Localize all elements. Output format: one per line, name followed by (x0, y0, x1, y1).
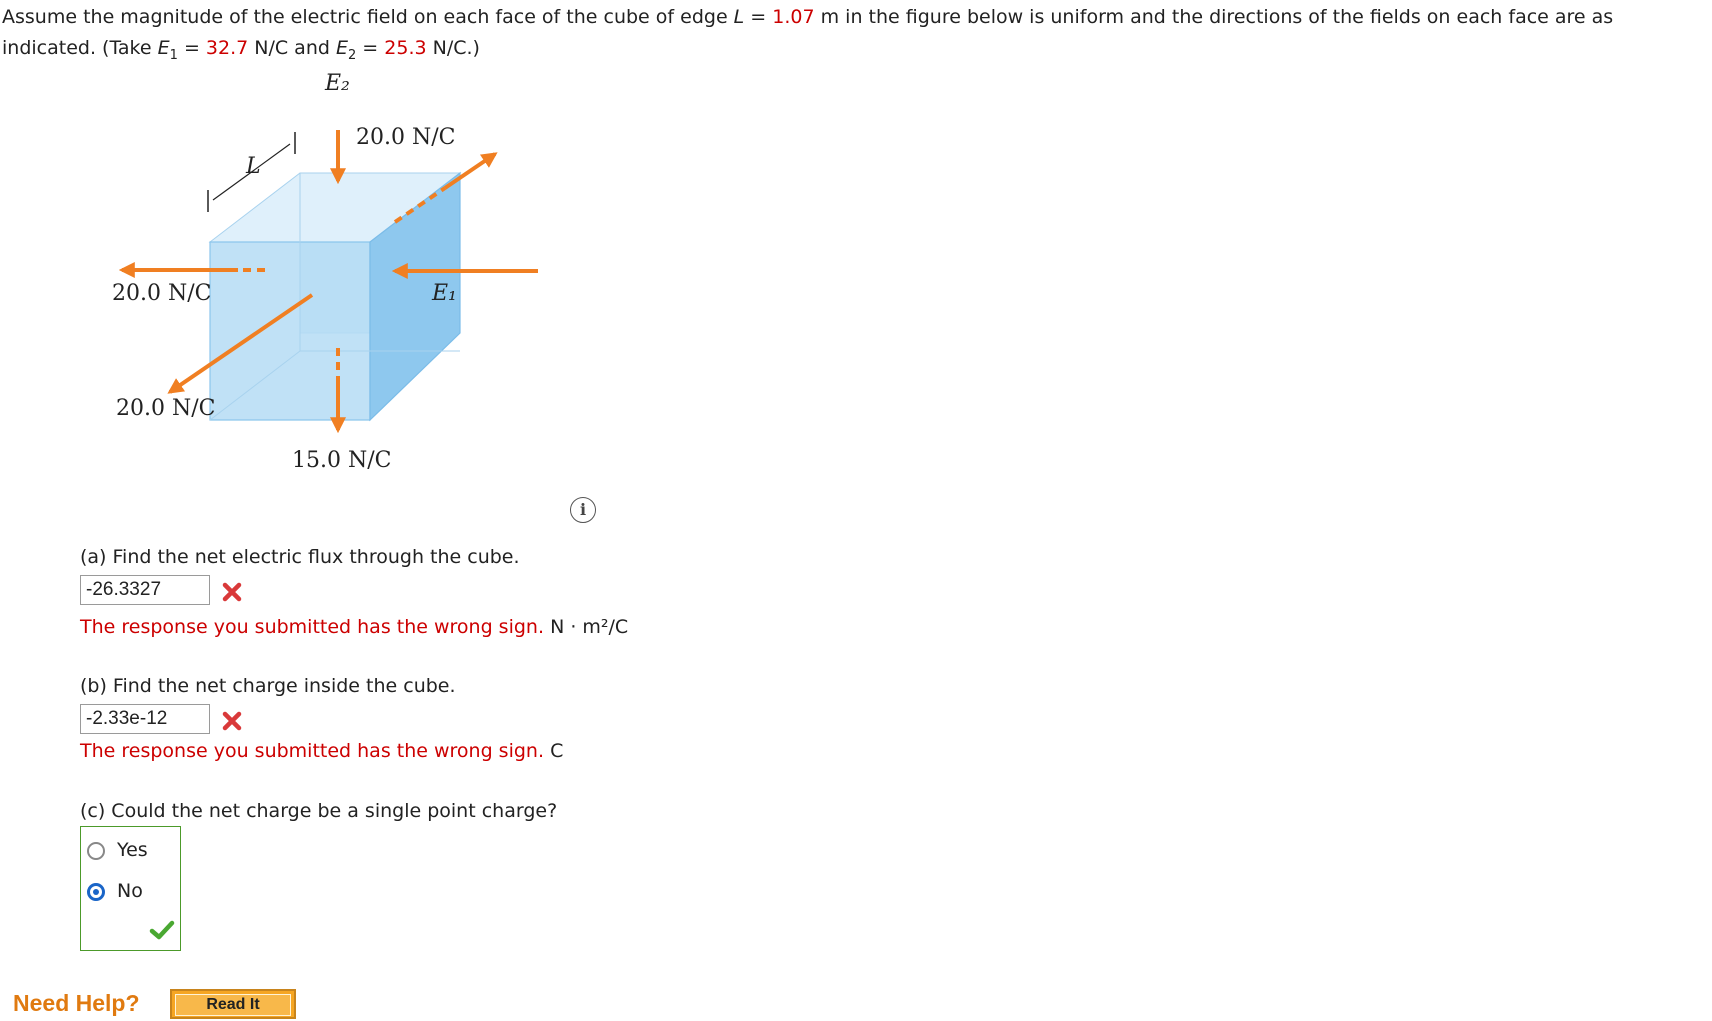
problem-statement: Assume the magnitude of the electric field on each face of the cube of edge L = 1.07 m in the figure below is uniform and the directions of the fields on each face are as indicated. (Take $E_1 = 32.7$ N/C and $E_2 = 25.3$ N/C.) (2, 6, 1614, 63)
info-icon[interactable]: i (570, 497, 596, 523)
part-c-question: (c) Could the net charge be a single point charge? (80, 800, 558, 822)
read-it-label: Read It (175, 994, 291, 1016)
part-a-answer-field[interactable]: -26.3327 (80, 575, 210, 605)
part-a-unit: N · m²/C (550, 616, 629, 638)
e2-value: 25.3 (384, 37, 427, 59)
front-left-field-label: 20.0 N/C (116, 396, 216, 421)
incorrect-icon (220, 709, 244, 733)
part-b-answer-field[interactable]: -2.33e-12 (80, 704, 210, 734)
top-right-field-label: 20.0 N/C (356, 125, 456, 150)
bottom-field-label: 15.0 N/C (292, 448, 392, 473)
part-c-choices (80, 826, 181, 951)
read-it-button[interactable] (170, 989, 296, 1019)
part-b-feedback: The response you submitted has the wrong sign. C (80, 740, 564, 762)
cube-figure (100, 70, 620, 510)
e1-label: E₁ (432, 281, 457, 306)
part-b-unit: C (550, 740, 564, 762)
back-right-arrow (445, 154, 495, 188)
part-b-question: (b) Find the net charge inside the cube. (80, 675, 456, 697)
incorrect-icon (220, 580, 244, 604)
part-a-question: (a) Find the net electric flux through the cube. (80, 546, 520, 568)
e1-value: 32.7 (205, 37, 249, 59)
edge-length-label: L (246, 154, 261, 179)
edge-length-value: 1.07 (772, 6, 815, 28)
part-a-feedback: The response you submitted has the wrong sign. N · m²/C (80, 616, 629, 638)
need-help-label: Need Help? (13, 990, 140, 1016)
radio-yes[interactable] (87, 842, 105, 860)
e2-label: E₂ (325, 71, 350, 96)
radio-no[interactable] (87, 883, 105, 901)
choice-label-yes: Yes (117, 839, 148, 861)
choice-label-no: No (117, 880, 143, 902)
left-field-label: 20.0 N/C (112, 281, 212, 306)
correct-check-icon (149, 919, 175, 941)
